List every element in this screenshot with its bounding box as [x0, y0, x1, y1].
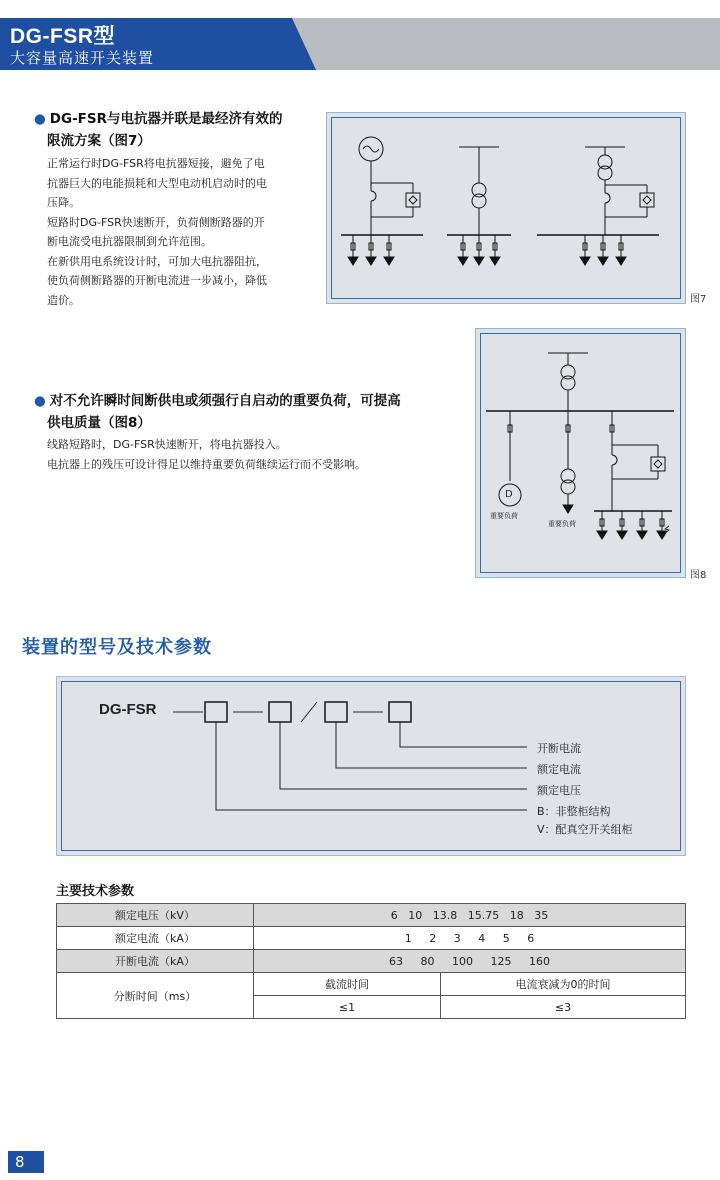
table-row: ≤1 ≤3 — [57, 996, 686, 1019]
table-row: 额定电流（kA） 1 2 3 4 5 6 — [57, 927, 686, 950]
section-1-body: 正常运行时DG-FSR将电抗器短接，避免了电 抗器巨大的电能损耗和大型电动机启动时的电 压降。 短路时DG-FSR快速断开，负荷侧断路器的开 断电流受电抗器限制到允许范围。 在新供用电系统设计时，可加大电抗器阻抗， 使负荷侧断路器的开断电流进一步减小，降低 造价。 — [47, 157, 267, 307]
section-2-body: 线路短路时，DG-FSR快速断开，将电抗器投入。 电抗器上的残压可设计得足以维持重要负荷继续运行而不受影响。 — [47, 438, 366, 471]
table-row: 开断电流（kA） 63 80 100 125 160 — [57, 950, 686, 973]
load-label-1: 重要负荷 — [490, 512, 518, 520]
model-label-b: B：非整柜结构 — [537, 805, 611, 818]
bullet-icon: ● — [34, 393, 46, 409]
model-label-rated-current: 额定电流 — [537, 763, 581, 776]
model-label-rated-voltage: 额定电压 — [537, 784, 581, 797]
header-subtitle: 大容量高速开关装置 — [10, 49, 155, 67]
page-number: 8 — [8, 1151, 44, 1173]
table-row: 额定电压（kV） 6 10 13.8 15.75 18 35 — [57, 904, 686, 927]
section-3-title: 装置的型号及技术参数 — [22, 637, 212, 658]
figure-7-diagram — [327, 113, 685, 303]
figure-7 — [326, 112, 686, 304]
figure-8 — [475, 328, 686, 578]
motor-label: D — [505, 489, 513, 500]
section-2-heading: ● 对不允许瞬时间断供电或须强行自启动的重要负荷，可提高 供电质量（图8） — [34, 393, 401, 431]
figure-7-label: 图7 — [690, 294, 707, 305]
section-2 — [34, 390, 454, 474]
params-table — [56, 903, 686, 1019]
load-label-2: 重要负荷 — [548, 520, 576, 528]
model-label-breaking: 开断电流 — [537, 742, 581, 755]
table-title: 主要技术参数 — [56, 884, 135, 899]
table-row: 分断时间（ms） 截流时间 电流衰减为0的时间 — [57, 973, 686, 996]
model-label-v: V：配真空开关组柜 — [537, 823, 633, 836]
bullet-icon: ● — [34, 111, 46, 127]
figure-8-label: 图8 — [690, 570, 707, 581]
header-title: DG-FSR型 — [10, 25, 115, 48]
section-1-heading: ● DG-FSR与电抗器并联是最经济有效的 限流方案（图7） — [34, 111, 283, 149]
model-diagram — [56, 676, 686, 856]
figure-8-diagram — [476, 329, 685, 577]
section-1 — [34, 108, 324, 310]
model-prefix: DG-FSR — [99, 701, 157, 718]
